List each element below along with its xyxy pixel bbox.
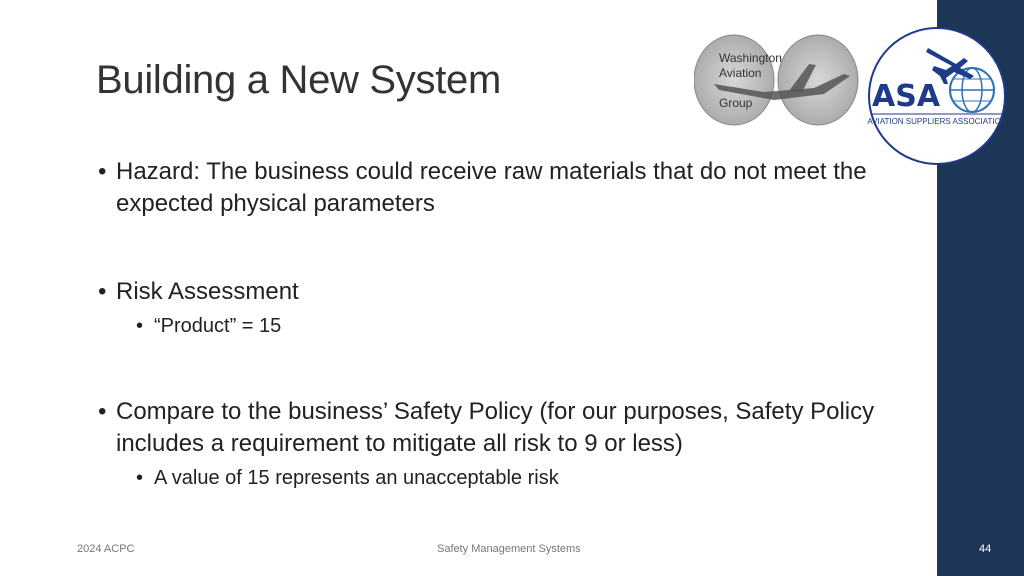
bullet-compare-policy: • Compare to the business’ Safety Policy (for our purposes, Safety Policy includes a requirement to mitigate all risk to 9 or less) [96,396,936,460]
page-number: 44 [979,543,992,555]
footer-left: 2024 ACPC [77,543,135,555]
bullet-hazard: • Hazard: The business could receive raw materials that do not meet the expected physical parameters [96,156,936,220]
asa-letters: ASA [872,79,941,114]
wag-line3: Group [719,96,753,110]
footer-center: Safety Management Systems [437,543,581,555]
asa-logo [860,26,1014,166]
slide-content [96,156,936,492]
washington-aviation-group-logo [694,34,860,126]
bullet-risk-assessment: • Risk Assessment [96,276,936,308]
wag-line2: Aviation [719,66,762,80]
wag-line1: Washington [719,51,782,65]
sub-bullet-unacceptable-risk: • A value of 15 represents an unacceptable risk [96,464,936,492]
asa-caption: AVIATION SUPPLIERS ASSOCIATION [867,117,1007,126]
slide-title: Building a New System [96,58,501,102]
sub-bullet-product: • “Product” = 15 [96,312,936,340]
